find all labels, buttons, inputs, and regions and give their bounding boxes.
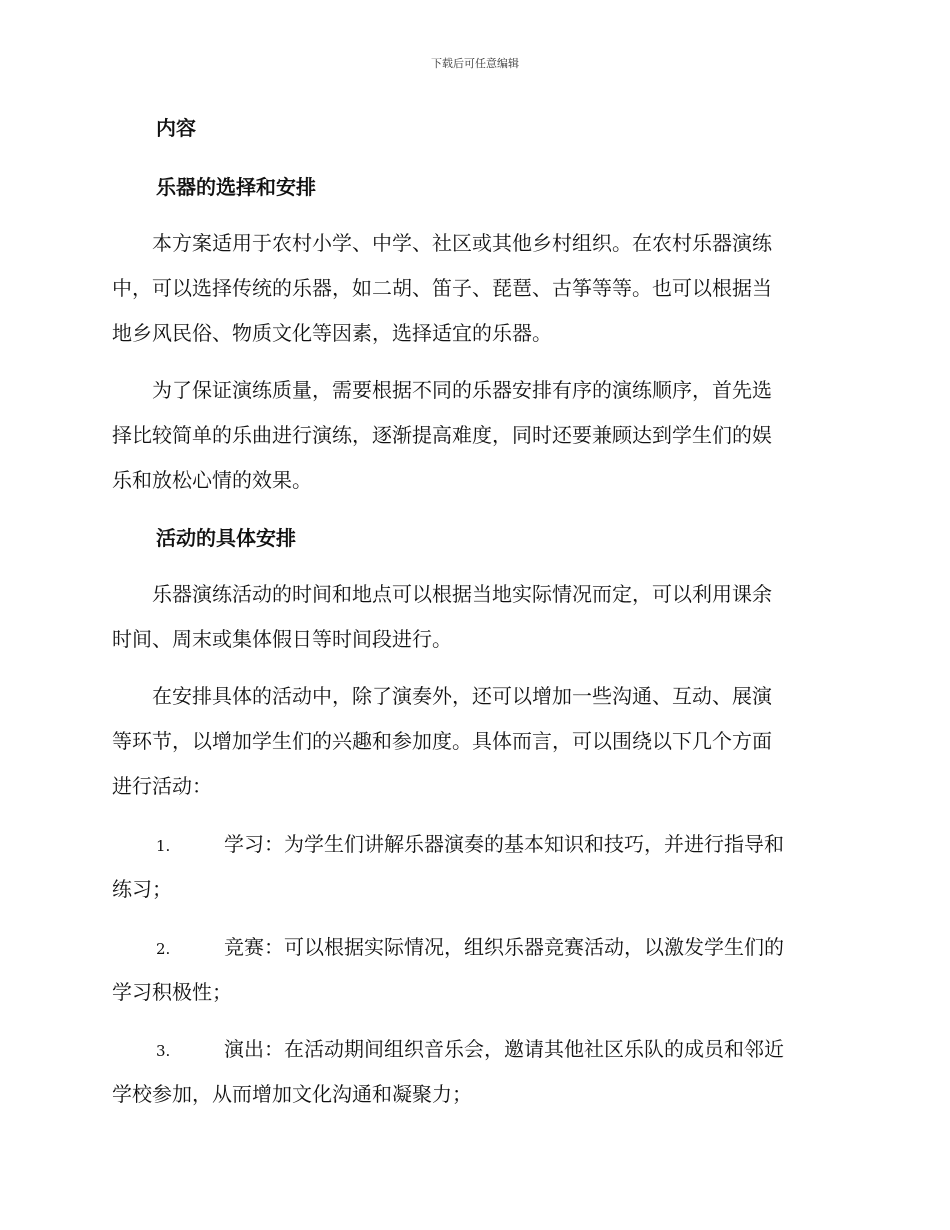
paragraph-line: 时间、周末或集体假日等时间段进行。 <box>112 627 452 651</box>
paragraph-instrument-choice <box>112 221 832 356</box>
list-item-line: 学校参加，从而增加文化沟通和凝聚力； <box>112 1082 472 1106</box>
paragraph-line: 乐器演练活动的时间和地点可以根据当地实际情况而定，可以利用课余 <box>112 582 772 606</box>
list-item <box>112 822 832 912</box>
paragraph-line: 乐和放松心情的效果。 <box>112 468 312 492</box>
list-item-line <box>112 925 832 970</box>
list-item-line <box>112 1027 832 1072</box>
section-heading-instruments: 乐器的选择和安排 <box>156 175 316 199</box>
list-item-text: 学习：为学生们讲解乐器演奏的基本知识和技巧，并进行指导和 <box>224 832 784 856</box>
list-item-line: 练习； <box>112 877 172 901</box>
page-header: 下载后可任意编辑 <box>431 57 519 70</box>
list-item-text: 竞赛：可以根据实际情况，组织乐器竞赛活动，以激发学生们的 <box>224 935 784 959</box>
paragraph-time-place <box>112 572 832 662</box>
list-item <box>112 925 832 1015</box>
list-item-number: 3. <box>156 1042 171 1060</box>
paragraph-line: 为了保证演练质量，需要根据不同的乐器安排有序的演练顺序，首先选 <box>112 378 772 402</box>
paragraph-practice-order <box>112 368 832 503</box>
list-item-number: 1. <box>156 837 171 855</box>
list-item <box>112 1027 832 1117</box>
page-title: 内容 <box>156 116 196 140</box>
paragraph-activity-content <box>112 674 832 809</box>
paragraph-line: 在安排具体的活动中，除了演奏外，还可以增加一些沟通、互动、展演 <box>112 684 772 708</box>
paragraph-line: 进行活动： <box>112 774 212 798</box>
list-item-line: 学习积极性； <box>112 980 232 1004</box>
paragraph-line: 地乡风民俗、物质文化等因素，选择适宜的乐器。 <box>112 321 552 345</box>
list-item-line <box>112 822 832 867</box>
paragraph-line: 等环节，以增加学生们的兴趣和参加度。具体而言，可以围绕以下几个方面 <box>112 729 772 753</box>
list-item-number: 2. <box>156 940 171 958</box>
paragraph-line: 本方案适用于农村小学、中学、社区或其他乡村组织。在农村乐器演练 <box>112 231 772 255</box>
paragraph-line: 择比较简单的乐曲进行演练，逐渐提高难度，同时还要兼顾达到学生们的娱 <box>112 423 772 447</box>
list-item-text: 演出：在活动期间组织音乐会，邀请其他社区乐队的成员和邻近 <box>224 1037 784 1061</box>
section-heading-activities: 活动的具体安排 <box>156 526 296 550</box>
paragraph-line: 中，可以选择传统的乐器，如二胡、笛子、琵琶、古筝等等。也可以根据当 <box>112 276 772 300</box>
